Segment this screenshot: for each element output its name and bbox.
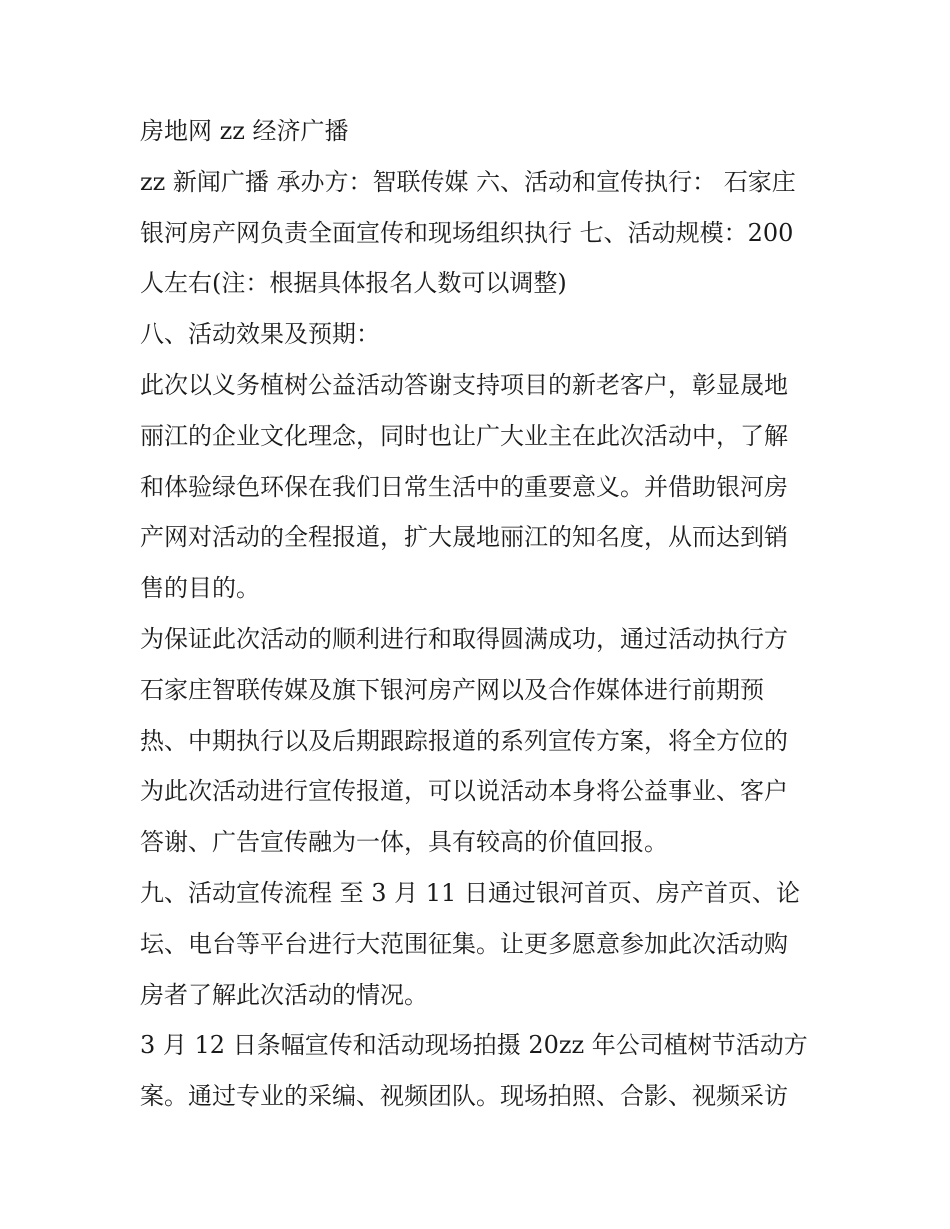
text-line: 房者了解此次活动的情况。 bbox=[140, 980, 428, 1009]
text-line: 银河房产网负责全面宣传和现场组织执行 七、活动规模：200 bbox=[140, 218, 794, 247]
text-line: 为此次活动进行宣传报道，可以说活动本身将公益事业、客户 bbox=[140, 777, 788, 806]
text-line: 案。通过专业的采编、视频团队。现场拍照、合影、视频采访 bbox=[140, 1082, 788, 1111]
text-line: 石家庄智联传媒及旗下银河房产网以及合作媒体进行前期预 bbox=[140, 675, 764, 704]
text-line: 产网对活动的全程报道，扩大晟地丽江的知名度，从而达到销 bbox=[140, 523, 788, 552]
text-line: 热、中期执行以及后期跟踪报道的系列宣传方案，将全方位的 bbox=[140, 726, 788, 755]
text-line: 为保证此次活动的顺利进行和取得圆满成功，通过活动执行方 bbox=[140, 624, 788, 653]
text-line: 人左右(注：根据具体报名人数可以调整) bbox=[140, 269, 567, 298]
text-line: 此次以义务植树公益活动答谢支持项目的新老客户，彰显晟地 bbox=[140, 370, 788, 399]
text-line: 3 月 12 日条幅宣传和活动现场拍摄 20zz 年公司植树节活动方 bbox=[140, 1031, 808, 1060]
text-line: 九、活动宣传流程 至 3 月 11 日通过银河首页、房产首页、论 bbox=[140, 878, 800, 907]
text-line: 售的目的。 bbox=[140, 574, 260, 603]
document-body bbox=[140, 106, 820, 1122]
text-line: 和体验绿色环保在我们日常生活中的重要意义。并借助银河房 bbox=[140, 472, 788, 501]
text-line: 房地网 zz 经济广播 bbox=[140, 117, 349, 145]
text-line: 丽江的企业文化理念，同时也让广大业主在此次活动中，了解 bbox=[140, 421, 788, 450]
text-line: zz 新闻广播 承办方：智联传媒 六、活动和宣传执行： 石家庄 bbox=[140, 167, 796, 196]
section-heading: 八、活动效果及预期： bbox=[140, 320, 380, 349]
text-line: 答谢、广告宣传融为一体，具有较高的价值回报。 bbox=[140, 828, 668, 857]
text-line: 坛、电台等平台进行大范围征集。让更多愿意参加此次活动购 bbox=[140, 929, 788, 958]
